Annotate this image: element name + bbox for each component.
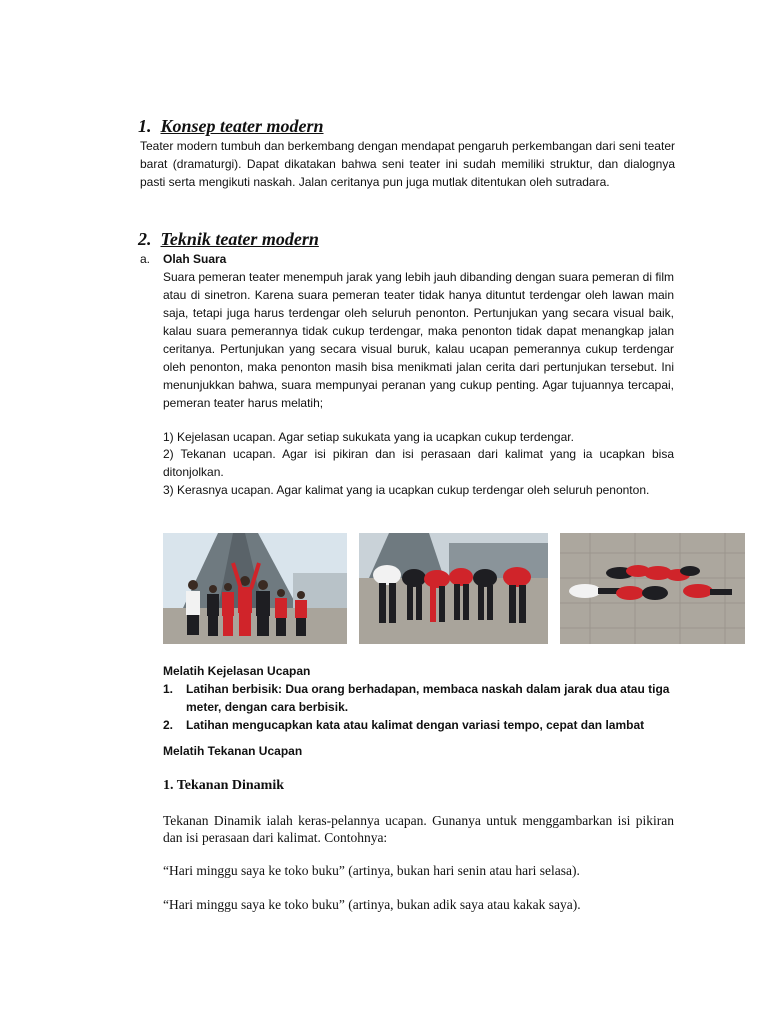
training-1-item: [163, 716, 678, 734]
training-2-title: Melatih Tekanan Ucapan: [163, 744, 303, 758]
item-number: 1.: [163, 682, 174, 696]
section-2-number: 2.: [138, 229, 152, 249]
tekanan-dinamik-paragraph: Tekanan Dinamik ialah keras-pelannya ucapan. Gunanya untuk menggambarkan isi pikiran dan isi perasaan dari kalimat. Contohnya:: [163, 813, 674, 845]
point-1: 1) Kejelasan ucapan. Agar setiap sukukata yang ia ucapkan cukup terdengar.: [163, 430, 574, 444]
photo-group-lying: [560, 533, 745, 644]
subsection-title: Olah Suara: [163, 252, 227, 266]
point-3: 3) Kerasnya ucapan. Agar kalimat yang ia ucapkan cukup terdengar oleh seluruh penonton.: [163, 483, 650, 497]
training-1-title: Melatih Kejelasan Ucapan: [163, 664, 311, 678]
photo-3-illustration: [560, 533, 745, 644]
item-text: Latihan mengucapkan kata atau kalimat dengan variasi tempo, cepat dan lambat: [186, 718, 645, 732]
section-1-paragraph: Teater modern tumbuh dan berkembang dengan mendapat pengaruh perkembangan dari seni teater barat (dramaturgi). Dapat dikatakan bahwa seni teater ini sudah memiliki struktur, dan dialognya pasti serta mengikuti naskah. Jalan ceritanya pun juga mutlak ditentukan oleh sutradara.: [140, 139, 675, 189]
section-2-heading: [138, 229, 319, 249]
photo-group-bending: [359, 533, 548, 644]
olah-suara-paragraph: Suara pemeran teater menempuh jarak yang lebih jauh dibanding dengan suara pemeran di film atau di sinetron. Karena suara pemeran teater tidak hanya dituntut terdengar oleh lawan main saja, tetapi juga harus terdengar oleh seluruh penonton. Pertunjukan yang secara visual baik, kalau suara pemerannya tidak cukup terdengar, maka penonton tidak dapat menangkap jalan ceritanya. Pertunjukan yang secara visual buruk, kalau ucapan pemerannya cukup terdengar oleh penonton, maka penonton masih bisa menikmati jalan cerita dari pertunjukan tersebut. Ini menunjukkan bahwa, suara mempunyai peranan yang cukup penting. Agar tujuannya tercapai, pemeran teater harus melatih;: [163, 270, 674, 410]
photo-2-illustration: [359, 533, 548, 644]
photo-group-stretching: [163, 533, 347, 644]
example-1: “Hari minggu saya ke toko buku” (artinya, bukan hari senin atau hari selasa).: [163, 863, 580, 878]
section-1-title: Konsep teater modern: [160, 116, 324, 136]
item-text: Latihan berbisik: Dua orang berhadapan, membaca naskah dalam jarak dua atau tiga meter, dengan cara berbisik.: [186, 682, 670, 714]
example-2: “Hari minggu saya ke toko buku” (artinya, bukan adik saya atau kakak saya).: [163, 897, 581, 912]
section-1-number: 1.: [138, 116, 152, 136]
training-1-item: [163, 680, 678, 716]
tekanan-dinamik-heading: 1. Tekanan Dinamik: [163, 778, 284, 793]
photo-1-illustration: [163, 533, 347, 644]
item-number: 2.: [163, 718, 174, 732]
point-2: 2) Tekanan ucapan. Agar isi pikiran dan isi perasaan dari kalimat yang ia ucapkan bisa ditonjolkan.: [163, 447, 674, 479]
section-2-title: Teknik teater modern: [160, 229, 319, 249]
section-1-heading: [138, 116, 324, 136]
subsection-letter: a.: [140, 252, 151, 266]
subsection-a-heading: [140, 250, 226, 268]
